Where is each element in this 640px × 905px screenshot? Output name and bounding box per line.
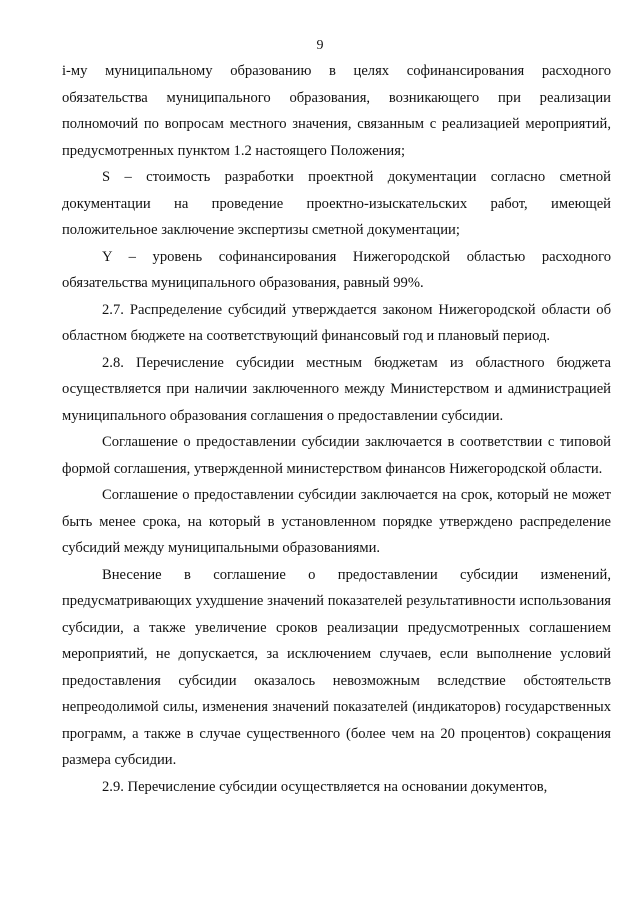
paragraph-agreement-term: Соглашение о предоставлении субсидии заключается на срок, который не может быть менее срока, на который в установленном порядке утверждено распределение субсидий между муниципальными образованиями. [62,487,611,556]
paragraph-agreement-changes: Внесение в соглашение о предоставлении субсидии изменений, предусматривающих ухудшение значений показателей результативности использования субсидии, а также увеличение сроков реализации предусмотренных соглашением мероприятий, не допускается, за исключением случаев, если выполнение условий предоставления субсидии оказалось невозможным вследствие обстоятельств непреодолимой силы, изменения значений показателей (индикаторов) государственных программ, а также в случае существенного (более чем на 20 процентов) сокращения размера субсидии. [62,566,611,768]
paragraph-2-8: 2.8. Перечисление субсидии местным бюджетам из областного бюджета осуществляется при наличии заключенного между Министерством и администрацией муниципального образования соглашения о предоставлении субсидии. [62,354,611,424]
paragraph-2-9: 2.9. Перечисление субсидии осуществляется на основании документов, [102,778,548,795]
paragraph-definition-s: S – стоимость разработки проектной документации согласно сметной документации на проведение проектно-изыскательских работ, имеющей положительное заключение экспертизы сметной документации; [62,169,611,238]
paragraph-agreement-form: Соглашение о предоставлении субсидии заключается в соответствии с типовой формой соглашения, утвержденной министерством финансов Нижегородской области. [62,434,611,477]
paragraph-definition-y: Y – уровень софинансирования Нижегородской областью расходного обязательства муниципального образования, равный 99%. [62,248,611,291]
page-number: 9 [316,38,324,53]
paragraph-2-7: 2.7. Распределение субсидий утверждается законом Нижегородской области об областном бюджете на соответствующий финансовый год и плановый период. [62,301,611,344]
paragraph-formula-continuation: i-му муниципальному образованию в целях софинансирования расходного обязательства муниципального образования, возникающего при реализации полномочий по вопросам местного значения, связанным с реализацией мероприятий, предусмотренных пунктом 1.2 настоящего Положения; [62,63,611,159]
document-body [62,58,611,800]
